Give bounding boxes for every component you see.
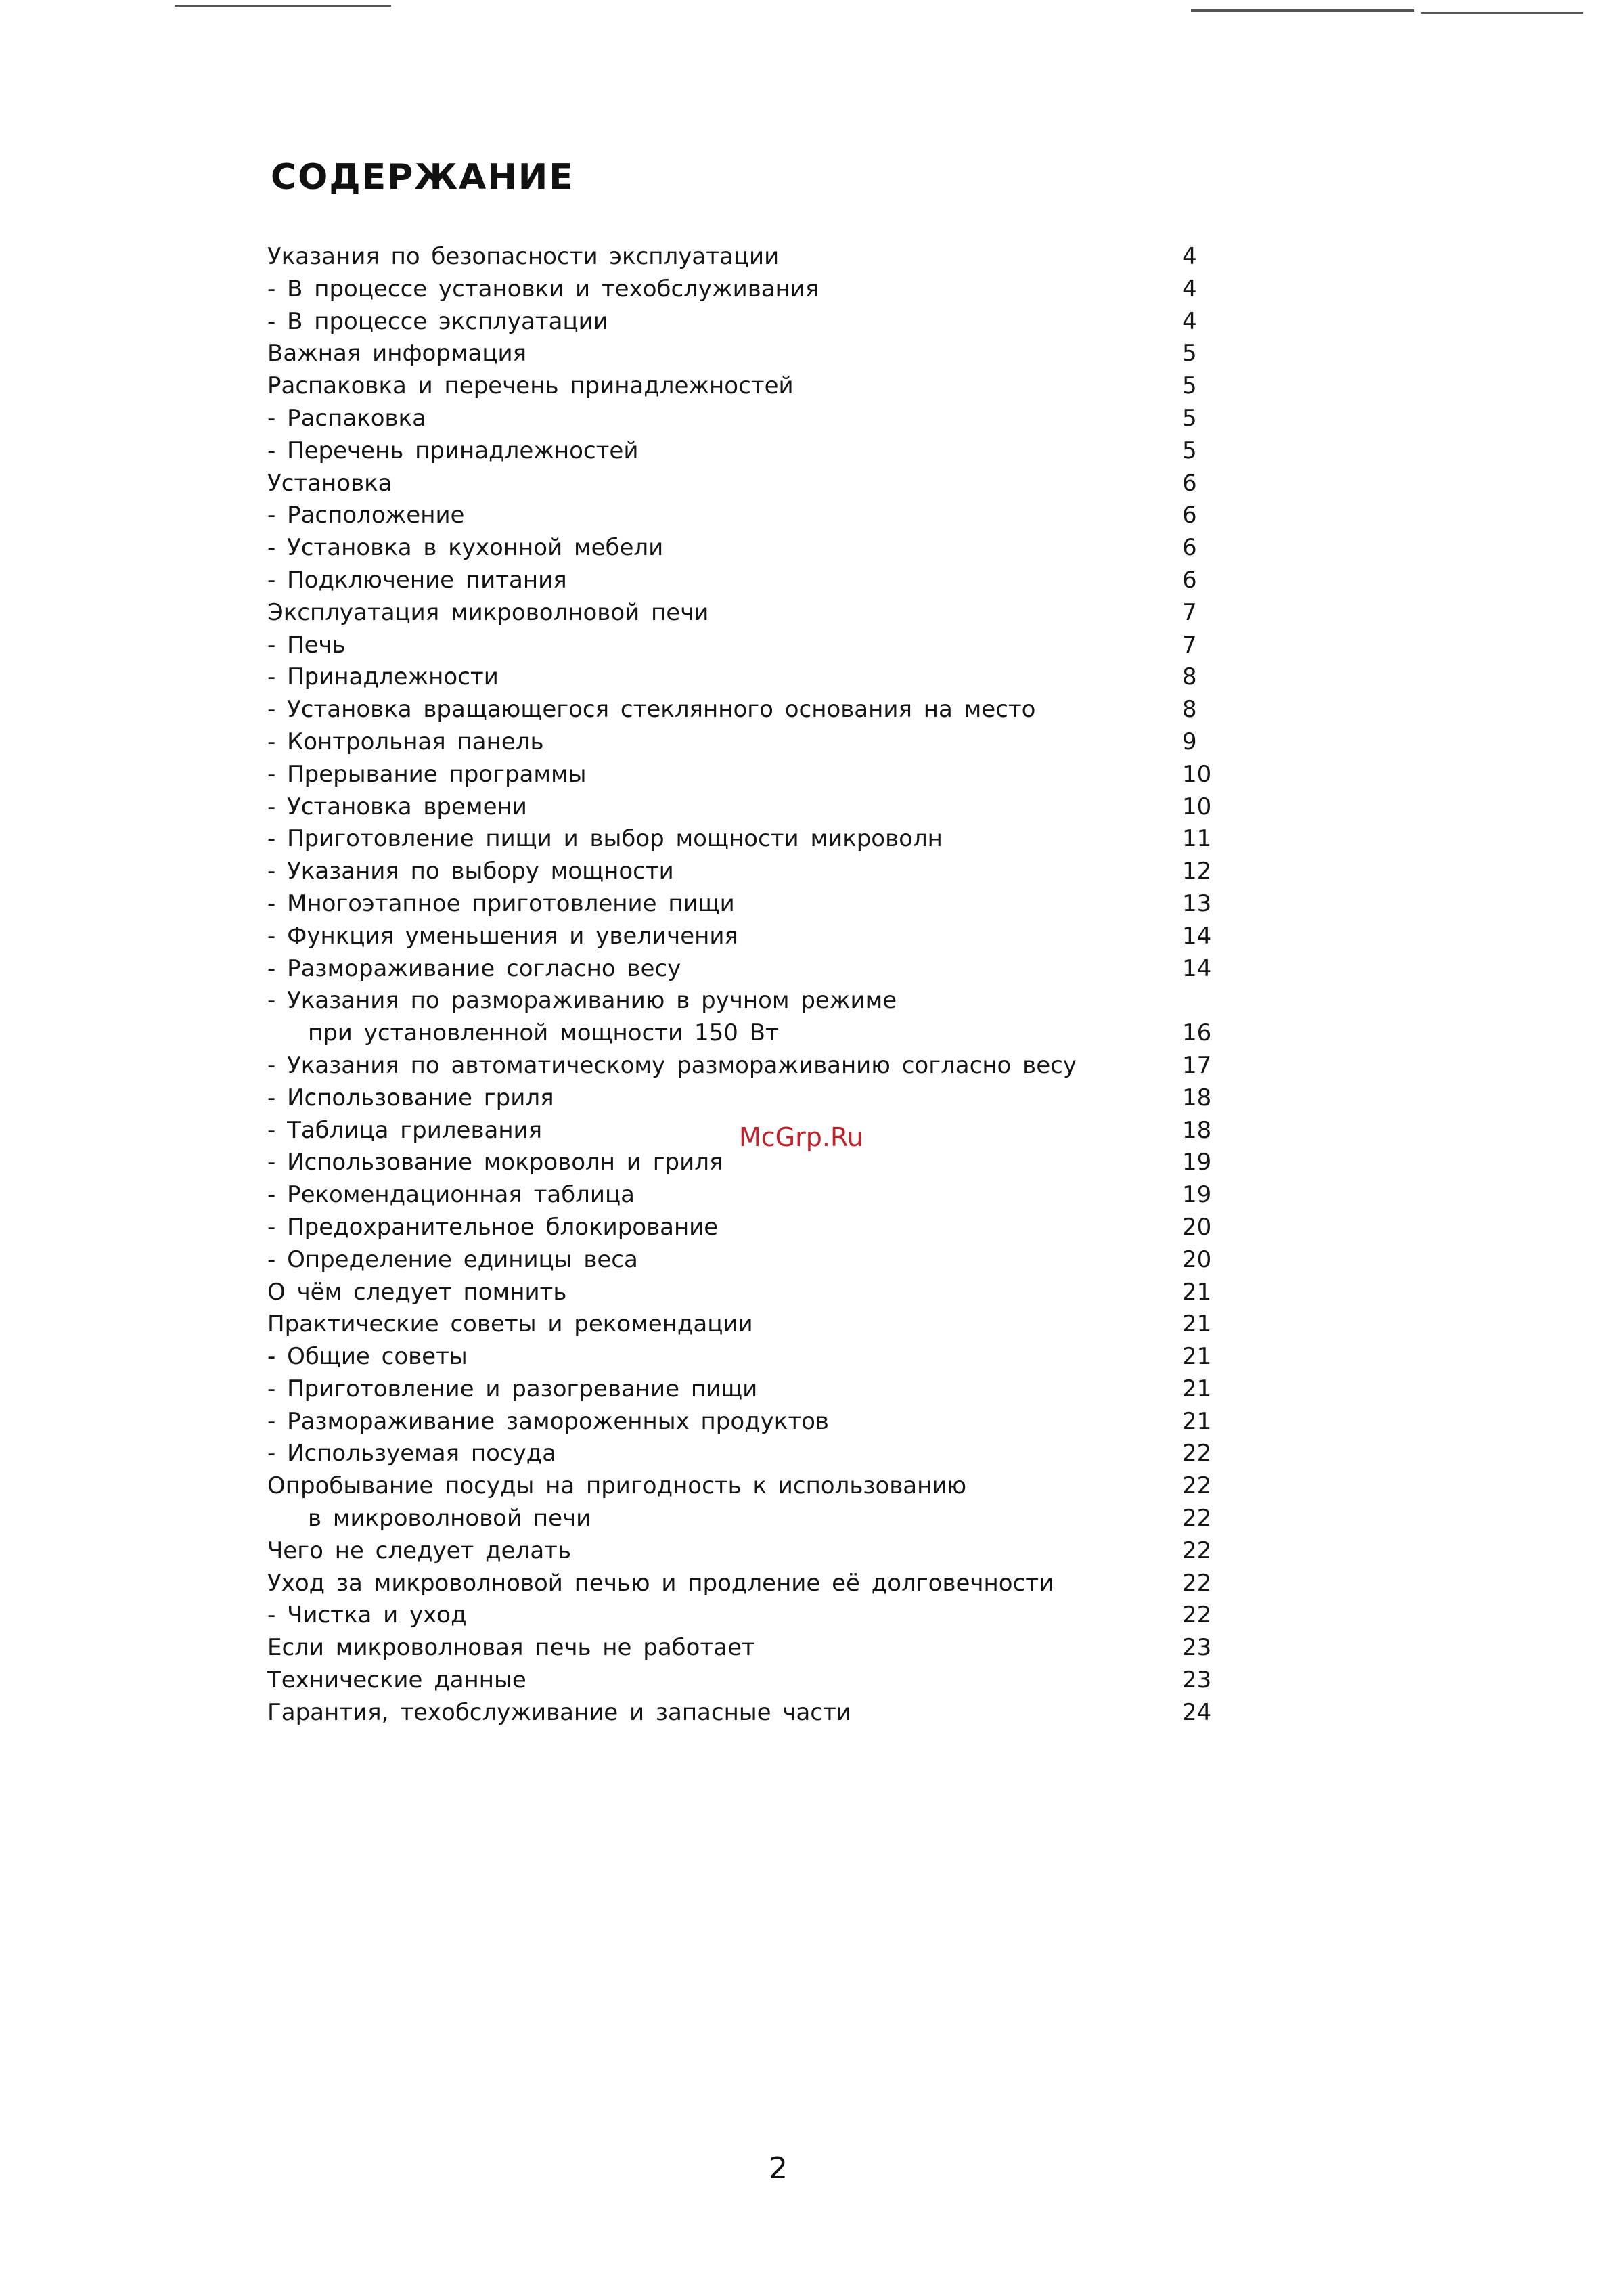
toc-entry-page: 21 — [1182, 1310, 1212, 1338]
toc-entry — [267, 759, 1223, 791]
toc-entry — [267, 1341, 1223, 1373]
toc-entry-page: 16 — [1182, 1019, 1212, 1047]
toc-entry-page: 6 — [1182, 534, 1197, 562]
toc-entry-page: 14 — [1182, 922, 1212, 950]
toc-entry-page: 18 — [1182, 1084, 1212, 1111]
toc-entry-label: - Установка времени — [267, 793, 527, 820]
toc-entry-page: 12 — [1182, 858, 1212, 885]
toc-entry-page: 18 — [1182, 1116, 1212, 1144]
toc-entry — [267, 1244, 1223, 1277]
toc-entry — [267, 1277, 1223, 1309]
toc-entry-page: 19 — [1182, 1181, 1212, 1209]
table-of-contents — [267, 241, 1223, 1729]
toc-entry — [267, 370, 1223, 403]
toc-entry — [267, 1212, 1223, 1244]
toc-entry — [267, 403, 1223, 435]
toc-entry-label: Практические советы и рекомендации — [267, 1310, 753, 1338]
toc-entry-page: 10 — [1182, 760, 1212, 788]
toc-entry — [267, 1050, 1223, 1082]
page-title: СОДЕРЖАНИЕ — [271, 157, 575, 198]
toc-entry — [267, 338, 1223, 370]
toc-entry-label: Эксплуатация микроволновой печи — [267, 598, 709, 626]
toc-entry-label: Важная информация — [267, 340, 527, 368]
watermark: McGrp.Ru — [739, 1122, 863, 1152]
toc-entry — [267, 630, 1223, 662]
toc-entry-page: 14 — [1182, 954, 1212, 982]
toc-entry-page: 10 — [1182, 793, 1212, 820]
toc-entry-label: - Указания по размораживанию в ручном режиме — [267, 987, 897, 1015]
toc-entry-page: 17 — [1182, 1051, 1212, 1079]
toc-entry-page: 22 — [1182, 1440, 1212, 1467]
toc-entry — [267, 1470, 1223, 1503]
toc-entry-label: - Рекомендационная таблица — [267, 1181, 635, 1209]
toc-entry-label: Установка — [267, 469, 392, 497]
toc-entry — [267, 1535, 1223, 1568]
toc-entry-page: 13 — [1182, 889, 1212, 917]
toc-entry-label: Гарантия, техобслуживание и запасные части — [267, 1698, 851, 1726]
toc-entry — [267, 661, 1223, 694]
toc-entry-label: Технические данные — [267, 1666, 526, 1694]
toc-entry-label: - Использование гриля — [267, 1084, 554, 1111]
toc-entry — [267, 1179, 1223, 1212]
scan-artifact-line — [1191, 9, 1414, 12]
toc-entry — [267, 597, 1223, 630]
toc-entry-label: Опробывание посуды на пригодность к использованию — [267, 1472, 967, 1500]
toc-entry-page: 20 — [1182, 1245, 1212, 1273]
toc-entry — [267, 1632, 1223, 1664]
toc-entry-page: 5 — [1182, 372, 1197, 400]
toc-entry-label: - Использование мокроволн и гриля — [267, 1149, 723, 1176]
toc-entry-label: - Чистка и уход — [267, 1602, 467, 1629]
toc-entry-label: - Таблица грилевания — [267, 1116, 543, 1144]
toc-entry-page: 22 — [1182, 1602, 1212, 1629]
toc-entry — [267, 1664, 1223, 1697]
toc-entry-page: 19 — [1182, 1149, 1212, 1176]
toc-entry — [267, 953, 1223, 986]
toc-entry-page: 5 — [1182, 437, 1197, 464]
toc-entry-label: - Многоэтапное приготовление пищи — [267, 889, 735, 917]
toc-entry — [267, 1017, 1223, 1050]
toc-entry-page: 20 — [1182, 1213, 1212, 1241]
toc-entry-label: - Указания по автоматическому размораживанию согласно весу — [267, 1051, 1077, 1079]
toc-entry-label: - Предохранительное блокирование — [267, 1213, 719, 1241]
toc-entry-label: - Принадлежности — [267, 663, 499, 691]
toc-entry-label: - Размораживание замороженных продуктов — [267, 1407, 829, 1435]
toc-entry-page: 22 — [1182, 1569, 1212, 1597]
toc-entry-label: - Указания по выбору мощности — [267, 858, 674, 885]
toc-entry-page: 4 — [1182, 275, 1197, 303]
toc-entry-page: 21 — [1182, 1407, 1212, 1435]
toc-entry-label: - Перечень принадлежностей — [267, 437, 639, 464]
toc-entry-page: 22 — [1182, 1537, 1212, 1564]
toc-entry-label: - В процессе эксплуатации — [267, 307, 608, 335]
toc-entry-label: в микроволновой печи — [308, 1505, 591, 1532]
toc-entry — [267, 1373, 1223, 1406]
toc-entry — [267, 1438, 1223, 1470]
toc-entry — [267, 1406, 1223, 1438]
toc-entry-page: 5 — [1182, 340, 1197, 368]
toc-entry-label: - Прерывание программы — [267, 760, 587, 788]
toc-entry-page: 23 — [1182, 1634, 1212, 1662]
toc-entry-label: - Установка вращающегося стеклянного основания на место — [267, 696, 1036, 724]
toc-entry — [267, 856, 1223, 888]
toc-entry — [267, 500, 1223, 532]
toc-entry — [267, 823, 1223, 856]
scan-artifact-line — [1421, 12, 1583, 14]
toc-entry-label: Распаковка и перечень принадлежностей — [267, 372, 794, 400]
toc-entry — [267, 726, 1223, 759]
page-number: 2 — [769, 2151, 788, 2186]
toc-entry-label: Если микроволновая печь не работает — [267, 1634, 755, 1662]
toc-entry — [267, 985, 1223, 1017]
toc-entry — [267, 791, 1223, 824]
toc-entry — [267, 1503, 1223, 1535]
toc-entry — [267, 1697, 1223, 1729]
toc-entry-page: 11 — [1182, 825, 1212, 853]
toc-entry-page: 21 — [1182, 1375, 1212, 1403]
toc-entry-label: - Контрольная панель — [267, 728, 544, 755]
toc-entry — [267, 565, 1223, 597]
toc-entry — [267, 468, 1223, 500]
toc-entry-page: 23 — [1182, 1666, 1212, 1694]
toc-entry-page: 7 — [1182, 598, 1197, 626]
toc-entry-label: - Подключение питания — [267, 566, 567, 594]
toc-entry-label: Чего не следует делать — [267, 1537, 571, 1564]
toc-entry — [267, 694, 1223, 726]
toc-entry — [267, 888, 1223, 921]
toc-entry-page: 22 — [1182, 1505, 1212, 1532]
toc-entry-label: при установленной мощности 150 Вт — [308, 1019, 779, 1047]
toc-entry-page: 22 — [1182, 1472, 1212, 1500]
toc-entry — [267, 1599, 1223, 1632]
scan-artifact-line — [175, 5, 391, 7]
toc-entry-page: 7 — [1182, 631, 1197, 659]
toc-entry-label: - Функция уменьшения и увеличения — [267, 922, 738, 950]
toc-entry-page: 8 — [1182, 696, 1197, 724]
toc-entry-label: - Используемая посуда — [267, 1440, 557, 1467]
toc-entry — [267, 1308, 1223, 1341]
toc-entry-label: О чём следует помнить — [267, 1278, 567, 1306]
toc-entry — [267, 306, 1223, 338]
toc-entry-page: 5 — [1182, 404, 1197, 432]
toc-entry-label: - В процессе установки и техобслуживания — [267, 275, 819, 303]
toc-entry-label: - Размораживание согласно весу — [267, 954, 681, 982]
toc-entry-page: 21 — [1182, 1343, 1212, 1371]
toc-entry-label: - Установка в кухонной мебели — [267, 534, 664, 562]
toc-entry-label: - Распаковка — [267, 404, 426, 432]
toc-entry-label: - Печь — [267, 631, 346, 659]
toc-entry-page: 6 — [1182, 469, 1197, 497]
toc-entry-label: - Общие советы — [267, 1343, 468, 1371]
toc-entry-page: 4 — [1182, 307, 1197, 335]
toc-entry-page: 6 — [1182, 502, 1197, 529]
toc-entry — [267, 273, 1223, 306]
toc-entry-label: - Приготовление пищи и выбор мощности микроволн — [267, 825, 943, 853]
toc-entry-label: - Расположение — [267, 502, 465, 529]
toc-entry — [267, 1568, 1223, 1600]
toc-entry-label: Указания по безопасности эксплуатации — [267, 243, 780, 270]
toc-entry-label: - Определение единицы веса — [267, 1245, 638, 1273]
toc-entry — [267, 241, 1223, 273]
toc-entry — [267, 532, 1223, 565]
toc-entry-label: Уход за микроволновой печью и продление её долговечности — [267, 1569, 1054, 1597]
toc-entry-page: 9 — [1182, 728, 1197, 755]
toc-entry-page: 21 — [1182, 1278, 1212, 1306]
toc-entry-label: - Приготовление и разогревание пищи — [267, 1375, 758, 1403]
toc-entry-page: 4 — [1182, 243, 1197, 270]
toc-entry-page: 6 — [1182, 566, 1197, 594]
toc-entry-page: 24 — [1182, 1698, 1212, 1726]
toc-entry — [267, 435, 1223, 468]
toc-entry-page: 8 — [1182, 663, 1197, 691]
toc-entry — [267, 1082, 1223, 1115]
toc-entry — [267, 921, 1223, 953]
